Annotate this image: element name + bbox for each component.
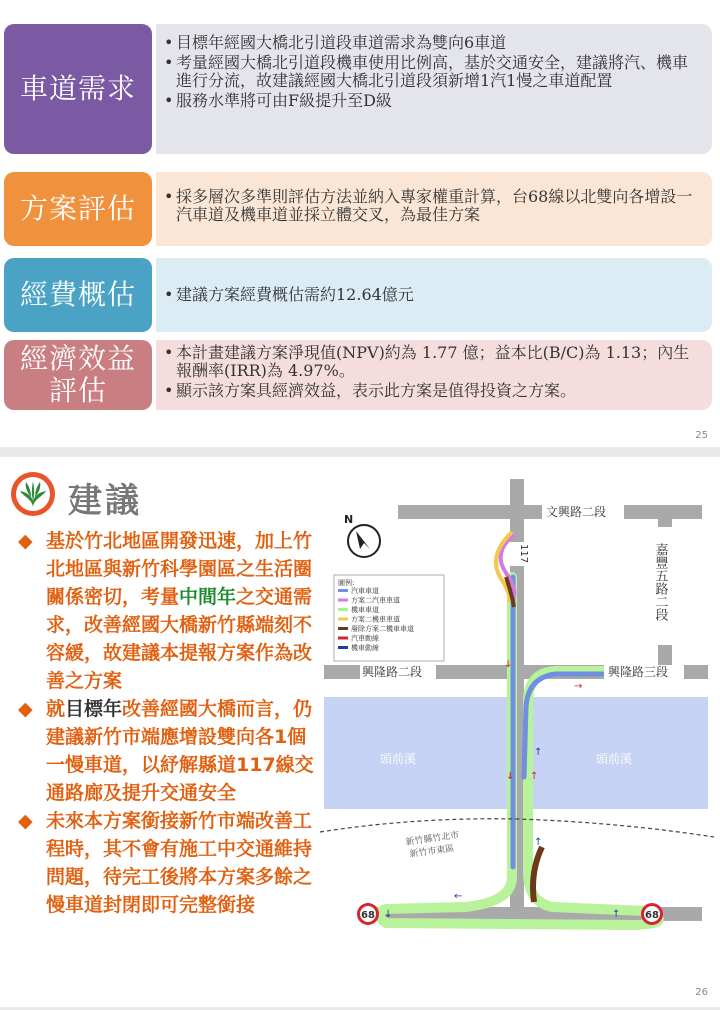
slide-26 [0,457,720,1007]
diamond-bullet-icon: ◆ [18,698,33,720]
bullet-text: 改善經國大橋而言，仍建議新竹市端應增設雙向各1個一慢車道，以紓解縣道117線交通路廊及提升交通安全 [46,698,314,804]
tag-plan-evaluation: 方案評估 [4,172,152,246]
diamond-bullet-icon: ◆ [18,530,33,552]
legend-label: 廢除方案二機車車道 [351,625,414,633]
list-item: • 顯示該方案具經濟效益，表示此方案是值得投資之方案。 [164,382,698,400]
legend-label: 汽車車道 [351,587,379,595]
legend-label: 方案二汽車車道 [351,596,400,605]
list-item: • 考量經國大橋北引道段機車使用比例高，基於交通安全，建議將汽、機車進行分流，故建議經國大橋北引道段須新增1汽1慢之車道配置 [164,54,698,90]
slide-25 [0,0,720,447]
page-number: 26 [695,987,708,998]
svg-text:↑: ↑ [534,837,543,848]
tag-cost-estimate: 經費概估 [4,258,152,332]
tag-lane-demand: 車道需求 [4,24,152,154]
bullet-3 [18,807,318,919]
bullet-text: 基於竹北地區開發迅速，加上竹北地區與新竹科學園區之生活圈關係密切，考量 [46,530,313,608]
list-item: • 目標年經國大橋北引道段車道需求為雙向6車道 [164,34,698,52]
row-lane-demand [4,24,712,154]
boundary-label-bottom: 新竹市東區 [409,843,455,860]
economic-benefit-content [156,340,712,410]
plan-evaluation-content [156,172,712,246]
cost-estimate-content [156,258,712,332]
svg-text:↓: ↓ [504,659,513,670]
legend-title: 圖例: [338,579,355,587]
lane-demand-content [156,24,712,154]
map-legend [334,575,444,661]
river-label-left: 頭前溪 [380,752,417,766]
highway-68-shield-icon [641,903,663,925]
svg-text:↓: ↓ [506,771,515,782]
shield-label: 68 [361,910,375,921]
road-label-jiafeng: 嘉豐五路二段 [652,543,668,621]
svg-text:↑: ↑ [612,909,621,920]
river-label-right: 頭前溪 [596,752,633,766]
bullet-text: 未來本方案銜接新竹市端改善工程時，其不會有施工中交通維持問題，待完工後將本方案多餘之慢車道封閉即可完整銜接 [46,810,313,916]
bullet-text: 之交通需求，改善經國大橋新竹縣端刻不容緩，故建議本提報方案作為改善之方案 [46,586,313,692]
page-number: 25 [695,430,708,441]
tag-economic-benefit: 經濟效益評估 [4,340,152,410]
page-title: 建議 [68,481,142,521]
boundary-label-top: 新竹縣竹北市 [405,830,460,848]
row-cost-estimate [4,258,712,332]
list-item: • 採多層次多準則評估方法並納入專家權重計算，台68線以北雙向各增設一汽車道及機車道並採立體交叉，為最佳方案 [164,188,698,224]
road-label-xinglong-left: 興隆路二段 [362,665,423,679]
road-map [316,477,716,1007]
svg-text:←: ← [454,891,463,902]
highlight-text: 目標年 [65,698,123,720]
list-item: • 服務水準將可由F級提升至D級 [164,92,698,110]
bullet-2 [18,695,318,807]
road-label-wenxing: 文興路二段 [546,505,607,519]
svg-text:↑: ↑ [534,747,543,758]
row-plan-evaluation [4,172,712,246]
svg-text:↑: ↑ [530,771,539,782]
legend-label: 機車車道 [351,606,379,614]
recommendation-text [18,527,318,919]
svg-text:→: → [574,681,583,692]
diamond-bullet-icon: ◆ [18,810,33,832]
bullet-text: 就 [46,698,66,720]
logo-icon [10,471,56,517]
legend-label: 機車動線 [351,644,379,652]
highlight-text: 中間年 [179,586,237,608]
legend-label: 方案二機車車道 [351,615,400,624]
north-label: N [344,513,354,526]
list-item: • 建議方案經費概估需約12.64億元 [164,286,698,304]
road-label-xinglong-right: 興隆路三段 [608,665,669,679]
svg-text:↓: ↓ [384,909,393,920]
road-label-117: 117 [518,544,529,564]
bullet-1 [18,527,318,695]
list-item: • 本計畫建議方案淨現值(NPV)約為 1.77 億；益本比(B/C)為 1.13；內生報酬率(IRR)為 4.97%。 [164,344,698,380]
legend-label: 汽車動線 [351,634,379,643]
row-economic-benefit [4,340,712,410]
north-arrow-icon [344,513,380,557]
shield-label: 68 [645,910,659,921]
highway-68-shield-icon [357,903,379,925]
